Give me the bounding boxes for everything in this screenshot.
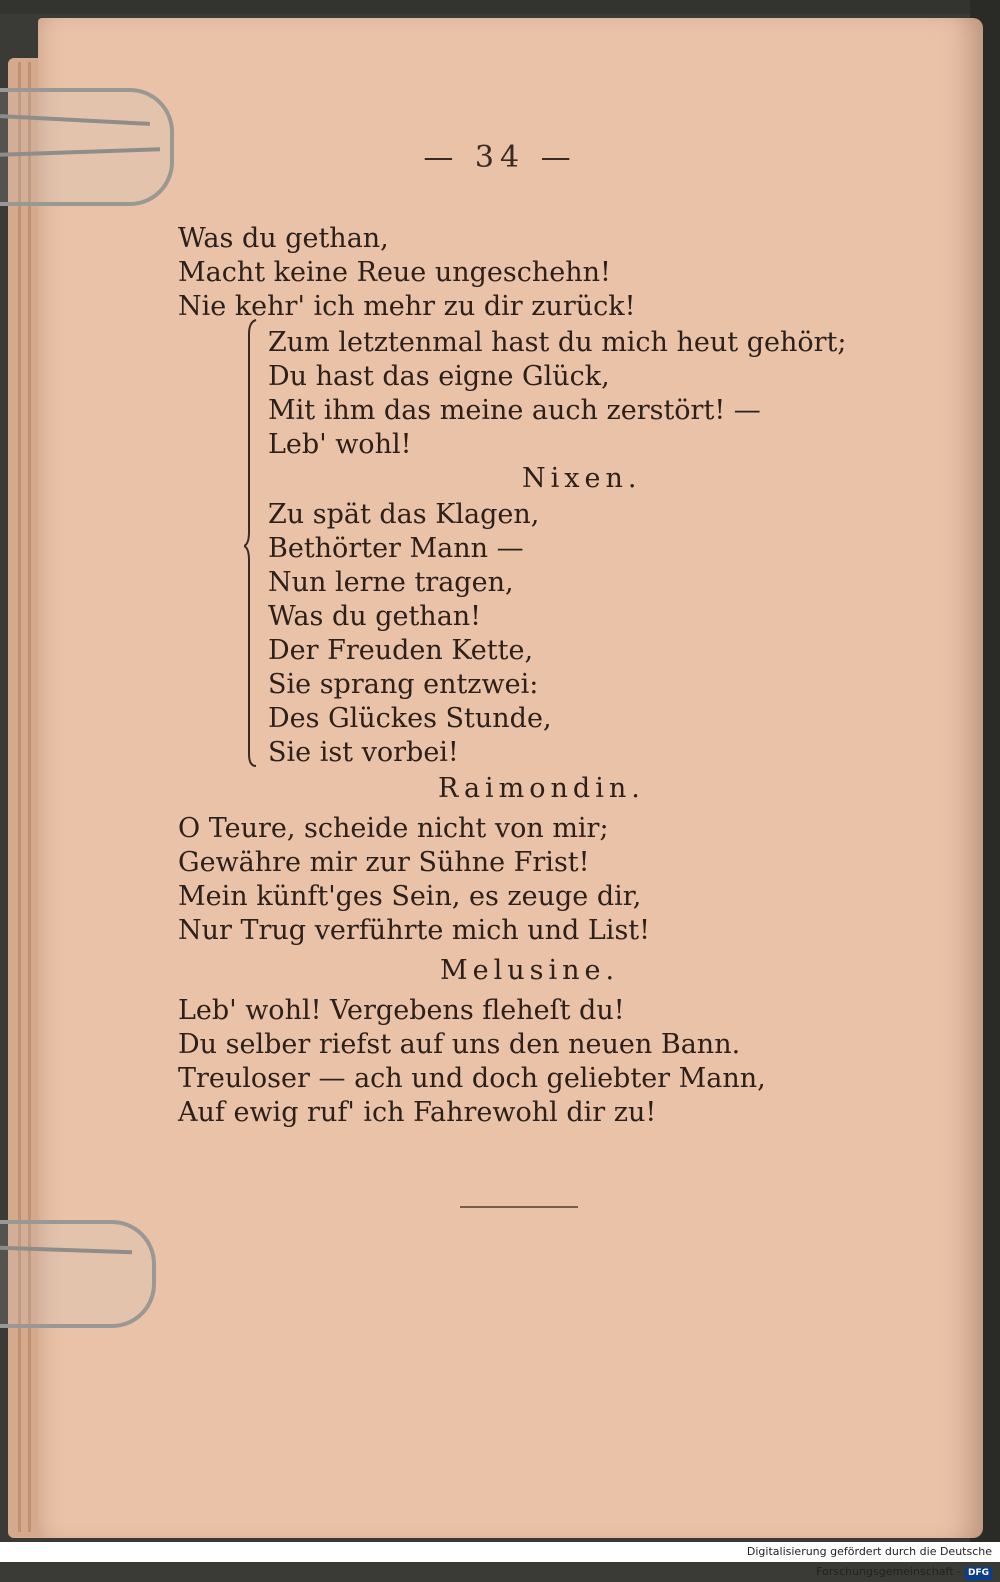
verse-line: Gewähre mir zur Sühne Frist! [178, 847, 590, 878]
credit-text: Digitalisierung gefördert durch die Deutsche Forschungsgemeinschaft - [746, 1545, 992, 1578]
verse-line: Nun lerne tragen, [268, 567, 514, 598]
verse-line: Du hast das eigne Glück, [268, 361, 610, 392]
verse-line: Mein künft'ges Sein, es zeuge dir, [178, 881, 642, 912]
verse-line: Nie kehr' ich mehr zu dir zurück! [178, 291, 636, 322]
verse-line: Leb' wohl! [268, 429, 412, 460]
speaker-label: Melusine. [440, 955, 620, 986]
section-divider [460, 1206, 578, 1208]
digitization-credit [608, 1542, 998, 1578]
verse-line: Auf ewig ruf' ich Fahrewohl dir zu! [178, 1097, 657, 1128]
page-number: — 34 — [423, 140, 577, 175]
verse-line: Des Glückes Stunde, [268, 703, 552, 734]
scan-background-top [0, 0, 1000, 14]
verse-line: Der Freuden Kette, [268, 635, 534, 666]
verse-line: Leb' wohl! Vergebens fleheſt du! [178, 995, 625, 1026]
verse-line: Sie ist vorbei! [268, 737, 459, 768]
verse-line: Zum letztenmal hast du mich heut gehört; [268, 327, 847, 358]
verse-line: Du selber riefst auf uns den neuen Bann. [178, 1029, 741, 1060]
verse-line: Mit ihm das meine auch zerstört! — [268, 395, 761, 426]
verse-line: Nur Trug verführte mich und List! [178, 915, 650, 946]
verse-line: Bethörter Mann — [268, 533, 524, 564]
speaker-label: Nixen. [522, 463, 642, 494]
verse-line: Macht keine Reue ungeschehn! [178, 257, 611, 288]
verse-line: Was du gethan, [178, 223, 389, 254]
verse-line: Zu spät das Klagen, [268, 499, 540, 530]
paper-clip-bottom [0, 1220, 156, 1328]
verse-line: O Teure, scheide nicht von mir; [178, 813, 609, 844]
verse-line: Treuloser — ach und doch geliebter Mann, [178, 1063, 766, 1094]
speaker-label: Raimondin. [438, 773, 645, 804]
dfg-logo: DFG [965, 1567, 992, 1580]
choral-brace [244, 318, 258, 768]
verse-line: Was du gethan! [268, 601, 482, 632]
verse-line: Sie sprang entzwei: [268, 669, 539, 700]
